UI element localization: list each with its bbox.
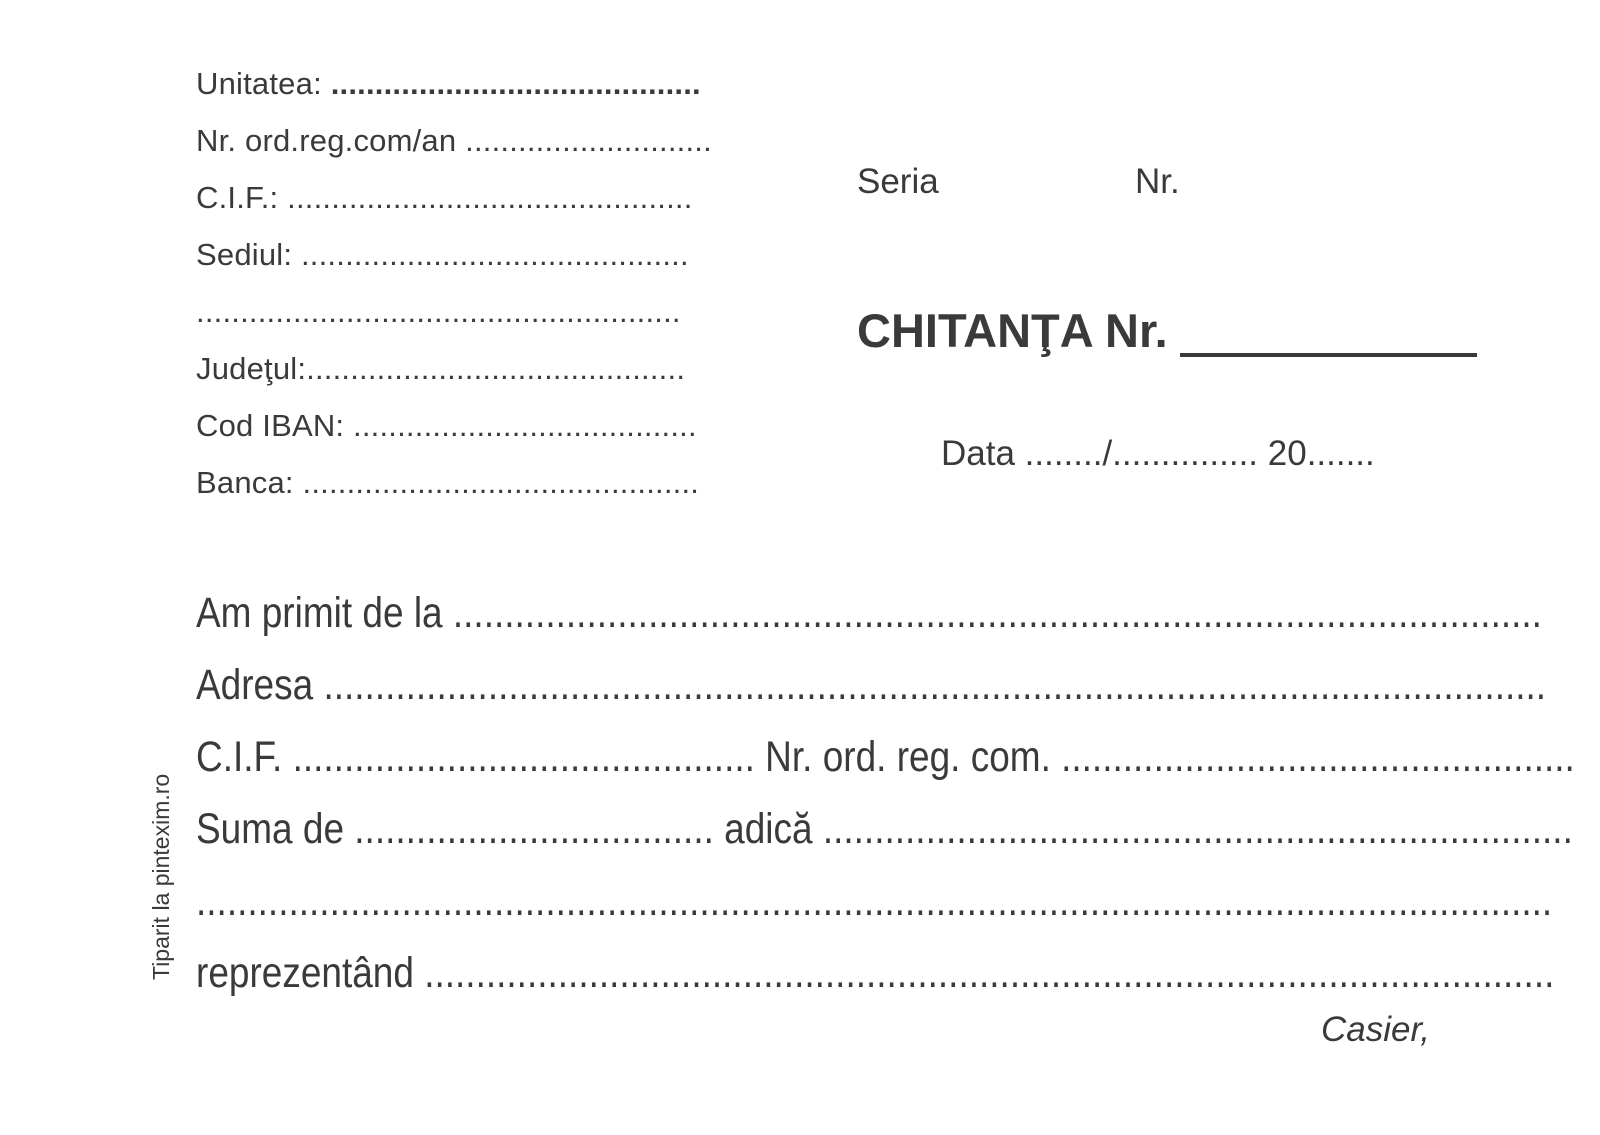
sum-words-continuation-line xyxy=(196,871,1553,931)
nr-ord-reg-com-line: Nr. ord.reg.com/an ............................ xyxy=(196,123,712,158)
representing-line xyxy=(196,943,1555,1003)
received-from-line xyxy=(196,583,1542,643)
banca-line: Banca: ............................................. xyxy=(196,465,700,500)
address-line xyxy=(196,655,1547,715)
cashier-signature-label: Casier, xyxy=(1321,1010,1430,1049)
cod-iban-line: Cod IBAN: ....................................... xyxy=(196,408,697,443)
sediul-continuation-line: ....................................................... xyxy=(196,294,681,329)
judetul-line: Judeţul:........................................... xyxy=(196,351,686,386)
cif-reg-com-line xyxy=(196,727,1575,787)
address-text: Adresa ....................................................................................................................... xyxy=(196,661,1547,709)
unitatea-line xyxy=(196,64,701,104)
received-from-text: Am primit de la .......................................................................................................... xyxy=(196,589,1542,637)
sum-text: Suma de ................................... adică ......................................................................... xyxy=(196,805,1573,853)
sediul-line: Sediul: ............................................ xyxy=(196,237,689,272)
series-number-label: Nr. xyxy=(1135,162,1180,201)
sum-line xyxy=(196,799,1573,859)
cif-reg-com-text: C.I.F. ............................................. Nr. ord. reg. com. .................................................. xyxy=(196,733,1575,781)
cif-line: C.I.F.: .............................................. xyxy=(196,180,693,215)
unitatea-field: .......................................... xyxy=(330,66,701,101)
page-title: CHITANŢA Nr. xyxy=(857,304,1168,357)
seria-label: Seria xyxy=(857,162,939,201)
printer-imprint: Tiparit la pintexim.ro xyxy=(148,773,174,980)
date-line: Data ......../............... 20....... xyxy=(941,434,1375,473)
receipt-number-underline xyxy=(1180,353,1477,357)
unitatea-label: Unitatea: xyxy=(196,66,322,101)
sum-words-continuation-text: .................................................................................................................................... xyxy=(196,877,1553,925)
representing-text: reprezentând .............................................................................................................. xyxy=(196,949,1555,997)
